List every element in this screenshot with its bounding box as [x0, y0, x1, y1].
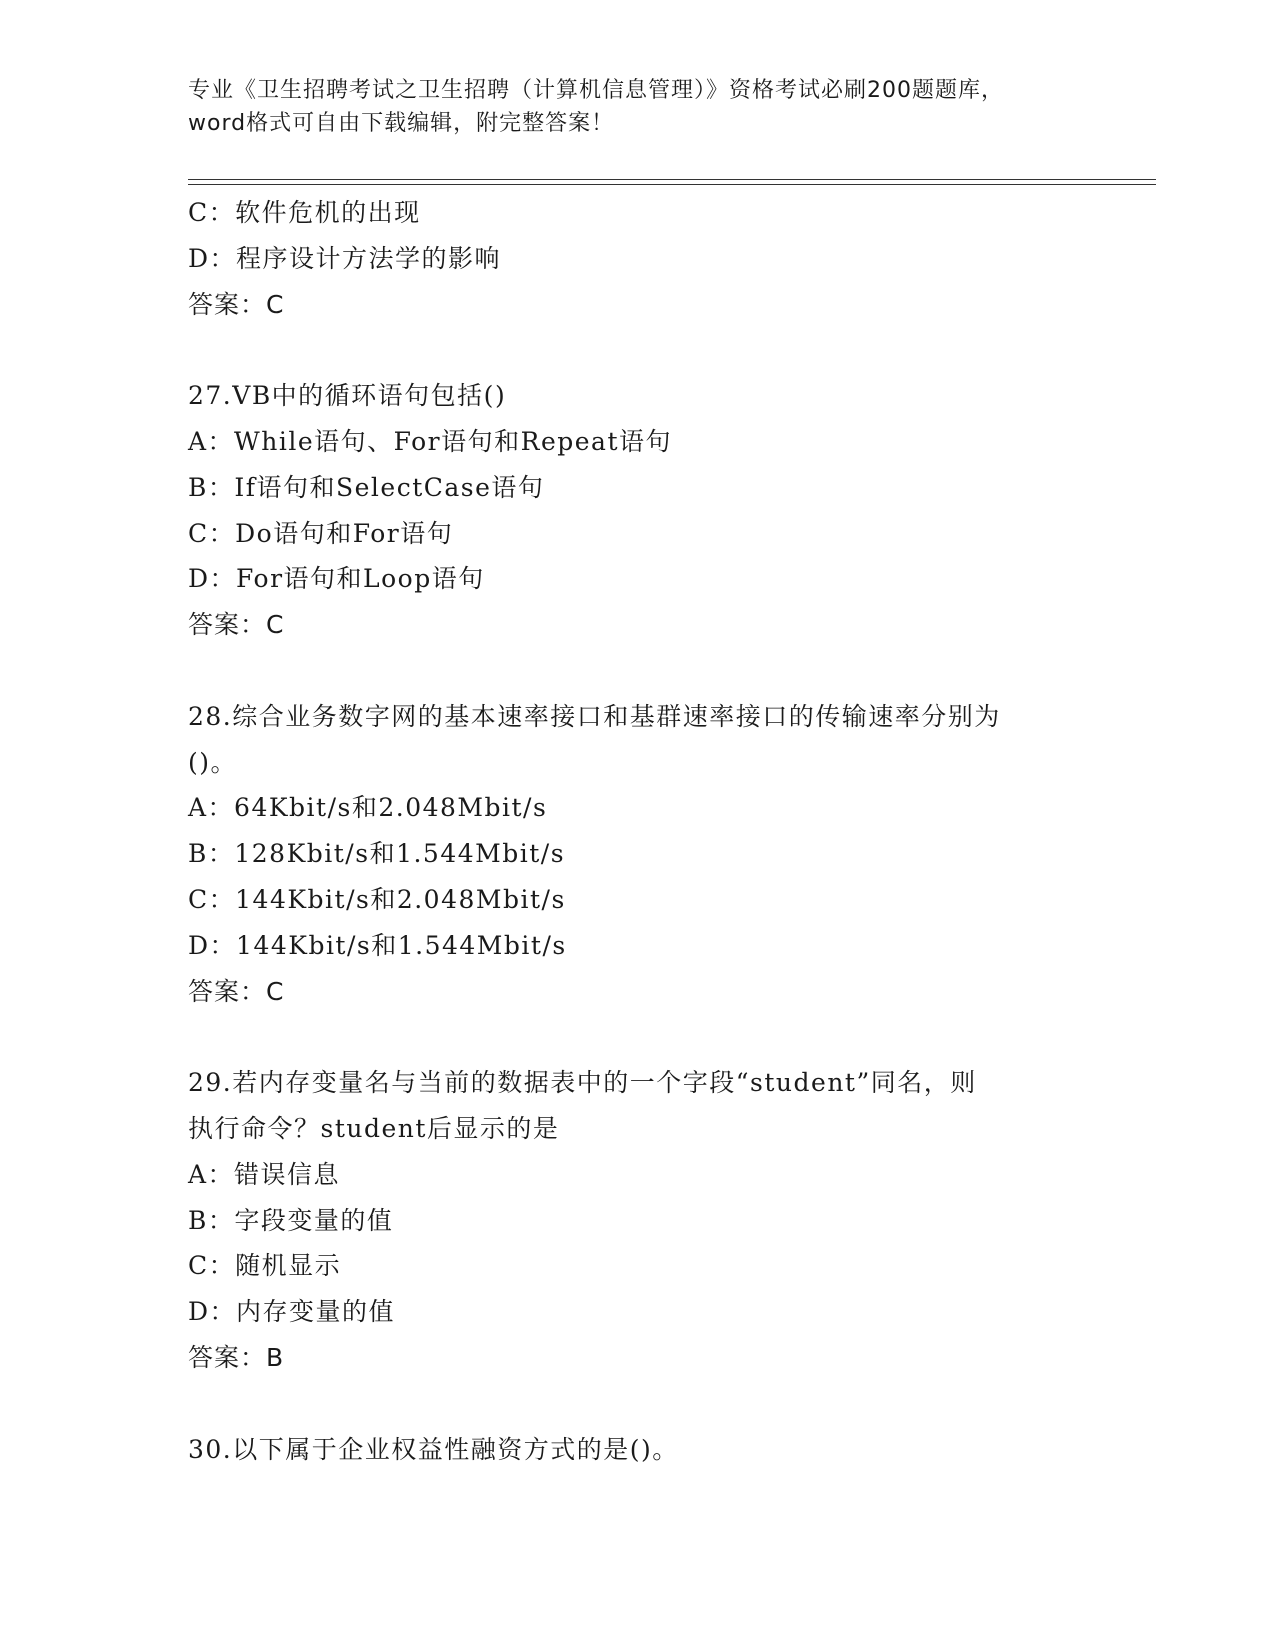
question-29-option-c: C：随机显示: [188, 1251, 342, 1281]
question-28-answer: 答案：C: [188, 976, 285, 1006]
header-title-line-1: 专业《卫生招聘考试之卫生招聘（计算机信息管理）》资格考试必刷200题题库，: [188, 78, 1004, 103]
question-30-stem: 30.以下属于企业权益性融资方式的是()。: [188, 1434, 679, 1464]
spacer: [188, 1014, 1148, 1060]
question-29-stem-line-1: 29.若内存变量名与当前的数据表中的一个字段“student”同名，则: [188, 1068, 977, 1098]
question-27-option-c: C：Do语句和For语句: [188, 518, 454, 548]
header-divider-top: [188, 179, 1156, 180]
question-29-answer: 答案：B: [188, 1342, 285, 1372]
question-27-option-d: D：For语句和Loop语句: [188, 564, 485, 594]
question-27-stem: 27.VB中的循环语句包括(): [188, 381, 507, 411]
question-27-option-b: B：If语句和SelectCase语句: [188, 472, 545, 502]
question-29-stem-line-2: 执行命令？student后显示的是: [188, 1113, 560, 1143]
header-divider-bottom: [188, 184, 1156, 185]
spacer: [188, 1381, 1148, 1427]
question-29-option-d: D：内存变量的值: [188, 1297, 396, 1327]
question-27-answer: 答案：C: [188, 610, 285, 640]
spacer: [188, 327, 1148, 373]
question-28-option-c: C：144Kbit/s和2.048Mbit/s: [188, 884, 566, 914]
question-29-option-b: B：字段变量的值: [188, 1205, 394, 1235]
question-28-stem-line-2: ()。: [188, 747, 238, 777]
header-title-line-2: word格式可自由下载编辑，附完整答案！: [188, 111, 615, 136]
document-header: [188, 74, 1088, 140]
question-28-option-d: D：144Kbit/s和1.544Mbit/s: [188, 930, 567, 960]
spacer: [188, 648, 1148, 694]
option-d-continued: D：程序设计方法学的影响: [188, 243, 502, 273]
question-27-option-a: A：While语句、For语句和Repeat语句: [188, 426, 672, 456]
option-c-continued: C：软件危机的出现: [188, 198, 421, 227]
answer-continued: 答案：C: [188, 289, 285, 319]
question-28-option-b: B：128Kbit/s和1.544Mbit/s: [188, 839, 566, 869]
question-29-option-a: A：错误信息: [188, 1159, 341, 1189]
question-28-stem-line-1: 28.综合业务数字网的基本速率接口和基群速率接口的传输速率分别为: [188, 701, 1001, 731]
question-28-option-a: A：64Kbit/s和2.048Mbit/s: [188, 793, 548, 823]
question-list: [188, 190, 1148, 1472]
